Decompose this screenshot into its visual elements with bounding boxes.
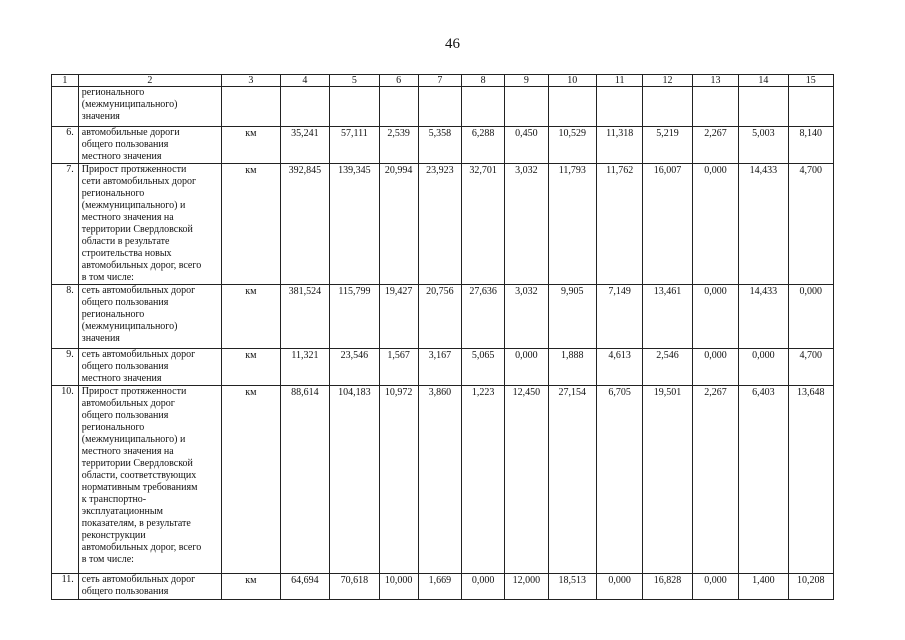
row-number-cell: 7. (52, 164, 79, 285)
value-cell: 392,845 (280, 164, 329, 285)
indicator-name-line: к транспортно- (81, 494, 147, 505)
row-number-cell: 6. (52, 127, 79, 164)
column-number-cell: 8 (462, 75, 505, 87)
value-cell: 5,358 (418, 127, 461, 164)
value-cell: 20,756 (418, 285, 461, 349)
value-cell: 4,700 (788, 349, 833, 386)
indicator-name-line: территории Свердловской (81, 458, 193, 469)
column-number-cell: 2 (78, 75, 221, 87)
indicator-name-line: автомобильных дорог (81, 398, 175, 409)
indicator-name-line: области, соответствующих (81, 470, 197, 481)
indicator-name-line: общего пользования (81, 361, 169, 372)
value-cell: 0,000 (462, 574, 505, 600)
indicator-name-line: (межмуниципального) и (81, 434, 186, 445)
value-cell: 16,007 (643, 164, 692, 285)
value-cell: 1,669 (418, 574, 461, 600)
value-cell: 16,828 (643, 574, 692, 600)
row-number-cell (52, 87, 79, 127)
value-cell (280, 87, 329, 127)
row-number-cell: 8. (52, 285, 79, 349)
value-cell (692, 87, 738, 127)
indicator-name-line: регионального (81, 188, 145, 199)
indicator-name-line: общего пользования (81, 586, 169, 597)
value-cell: 35,241 (280, 127, 329, 164)
value-cell: 6,288 (462, 127, 505, 164)
value-cell: 5,065 (462, 349, 505, 386)
value-cell: 7,149 (596, 285, 642, 349)
value-cell (462, 87, 505, 127)
indicator-name-line: сеть автомобильных дорог (81, 285, 196, 296)
indicator-name-cell (78, 349, 221, 386)
row-number-cell: 9. (52, 349, 79, 386)
indicator-name-line: Прирост протяженности (81, 386, 187, 397)
indicator-name-line: области в результате (81, 236, 170, 247)
table-row (52, 285, 834, 349)
unit-cell: км (221, 164, 280, 285)
value-cell: 4,613 (596, 349, 642, 386)
value-cell: 70,618 (330, 574, 379, 600)
row-number-cell: 11. (52, 574, 79, 600)
column-number-cell: 5 (330, 75, 379, 87)
indicator-name-line: общего пользования (81, 139, 169, 150)
value-cell: 0,000 (692, 285, 738, 349)
column-number-cell: 1 (52, 75, 79, 87)
value-cell: 10,972 (379, 386, 418, 574)
indicator-name-line: автомобильных дорог, всего (81, 542, 202, 553)
indicator-name-line: в том числе: (81, 272, 134, 283)
indicator-name-line: значения (81, 111, 120, 122)
value-cell: 20,994 (379, 164, 418, 285)
value-cell: 23,546 (330, 349, 379, 386)
value-cell: 3,032 (505, 164, 548, 285)
table-row (52, 574, 834, 600)
value-cell: 5,003 (739, 127, 788, 164)
value-cell: 11,793 (548, 164, 596, 285)
indicator-name-line: местного значения (81, 373, 162, 384)
unit-cell: км (221, 349, 280, 386)
value-cell (788, 87, 833, 127)
value-cell: 2,267 (692, 386, 738, 574)
value-cell: 0,000 (505, 349, 548, 386)
value-cell: 12,000 (505, 574, 548, 600)
indicator-name-line: сеть автомобильных дорог (81, 349, 196, 360)
indicator-name-line: (межмуниципального) и (81, 200, 186, 211)
value-cell: 139,345 (330, 164, 379, 285)
value-cell: 3,032 (505, 285, 548, 349)
indicator-name-line: автомобильных дорог, всего (81, 260, 202, 271)
indicator-name-line: автомобильные дороги (81, 127, 180, 138)
value-cell: 11,762 (596, 164, 642, 285)
indicator-name-line: регионального (81, 422, 145, 433)
indicator-name-line: сеть автомобильных дорог (81, 574, 196, 585)
value-cell: 11,318 (596, 127, 642, 164)
unit-cell: км (221, 127, 280, 164)
value-cell: 0,000 (692, 349, 738, 386)
column-number-cell: 9 (505, 75, 548, 87)
column-number-cell: 10 (548, 75, 596, 87)
indicator-name-line: общего пользования (81, 297, 169, 308)
value-cell (505, 87, 548, 127)
value-cell (643, 87, 692, 127)
value-cell (418, 87, 461, 127)
value-cell: 88,614 (280, 386, 329, 574)
value-cell: 14,433 (739, 285, 788, 349)
value-cell: 2,267 (692, 127, 738, 164)
table-row (52, 349, 834, 386)
value-cell: 10,529 (548, 127, 596, 164)
value-cell (739, 87, 788, 127)
value-cell: 4,700 (788, 164, 833, 285)
indicator-name-line: значения (81, 333, 120, 344)
indicator-name-line: реконструкции (81, 530, 146, 541)
value-cell: 19,501 (643, 386, 692, 574)
indicator-name-line: регионального (81, 87, 145, 98)
value-cell (379, 87, 418, 127)
value-cell: 0,450 (505, 127, 548, 164)
indicator-name-line: регионального (81, 309, 145, 320)
table-row (52, 87, 834, 127)
value-cell: 10,208 (788, 574, 833, 600)
indicator-name-line: территории Свердловской (81, 224, 193, 235)
value-cell: 0,000 (739, 349, 788, 386)
value-cell: 0,000 (596, 574, 642, 600)
indicator-name-line: в том числе: (81, 554, 134, 565)
indicator-name-line: местного значения на (81, 212, 174, 223)
indicator-name-line: нормативным требованиям (81, 482, 198, 493)
column-number-cell: 15 (788, 75, 833, 87)
column-number-cell: 3 (221, 75, 280, 87)
value-cell (330, 87, 379, 127)
value-cell: 115,799 (330, 285, 379, 349)
indicator-name-cell (78, 386, 221, 574)
value-cell (548, 87, 596, 127)
indicator-name-cell (78, 574, 221, 600)
page-number: 46 (445, 36, 460, 52)
value-cell: 9,905 (548, 285, 596, 349)
value-cell: 6,403 (739, 386, 788, 574)
table-row (52, 127, 834, 164)
value-cell: 104,183 (330, 386, 379, 574)
indicator-name-line: показателям, в результате (81, 518, 191, 529)
column-number-cell: 14 (739, 75, 788, 87)
unit-cell: км (221, 285, 280, 349)
column-number-cell: 4 (280, 75, 329, 87)
value-cell: 0,000 (788, 285, 833, 349)
row-number-cell: 10. (52, 386, 79, 574)
value-cell: 1,223 (462, 386, 505, 574)
indicator-name-line: эксплуатационным (81, 506, 163, 517)
indicator-name-line: местного значения на (81, 446, 174, 457)
table-row (52, 386, 834, 574)
value-cell: 6,705 (596, 386, 642, 574)
column-number-cell: 12 (643, 75, 692, 87)
value-cell: 18,513 (548, 574, 596, 600)
indicator-name-line: строительства новых (81, 248, 172, 259)
value-cell: 3,167 (418, 349, 461, 386)
value-cell: 1,567 (379, 349, 418, 386)
value-cell: 1,400 (739, 574, 788, 600)
indicator-name-line: сети автомобильных дорог (81, 176, 197, 187)
value-cell: 0,000 (692, 574, 738, 600)
table-header-row (52, 75, 834, 87)
value-cell: 0,000 (692, 164, 738, 285)
value-cell: 57,111 (330, 127, 379, 164)
column-number-cell: 7 (418, 75, 461, 87)
column-number-cell: 11 (596, 75, 642, 87)
column-number-cell: 13 (692, 75, 738, 87)
indicator-name-cell (78, 87, 221, 127)
unit-cell: км (221, 386, 280, 574)
indicator-name-line: (межмуниципального) (81, 99, 178, 110)
value-cell: 381,524 (280, 285, 329, 349)
value-cell: 64,694 (280, 574, 329, 600)
value-cell: 27,636 (462, 285, 505, 349)
value-cell: 3,860 (418, 386, 461, 574)
value-cell: 27,154 (548, 386, 596, 574)
indicator-name-cell (78, 127, 221, 164)
value-cell: 23,923 (418, 164, 461, 285)
value-cell: 13,648 (788, 386, 833, 574)
unit-cell: км (221, 574, 280, 600)
indicator-name-line: местного значения (81, 151, 162, 162)
value-cell: 1,888 (548, 349, 596, 386)
value-cell (596, 87, 642, 127)
indicator-name-cell (78, 285, 221, 349)
value-cell: 2,546 (643, 349, 692, 386)
indicator-name-cell (78, 164, 221, 285)
value-cell: 2,539 (379, 127, 418, 164)
value-cell: 12,450 (505, 386, 548, 574)
value-cell: 11,321 (280, 349, 329, 386)
indicators-table (51, 74, 834, 600)
value-cell: 10,000 (379, 574, 418, 600)
indicator-name-line: (межмуниципального) (81, 321, 178, 332)
value-cell: 32,701 (462, 164, 505, 285)
indicator-name-line: Прирост протяженности (81, 164, 187, 175)
value-cell: 8,140 (788, 127, 833, 164)
value-cell: 19,427 (379, 285, 418, 349)
value-cell: 13,461 (643, 285, 692, 349)
indicator-name-line: общего пользования (81, 410, 169, 421)
table-row (52, 164, 834, 285)
value-cell: 14,433 (739, 164, 788, 285)
column-number-cell: 6 (379, 75, 418, 87)
value-cell: 5,219 (643, 127, 692, 164)
unit-cell (221, 87, 280, 127)
